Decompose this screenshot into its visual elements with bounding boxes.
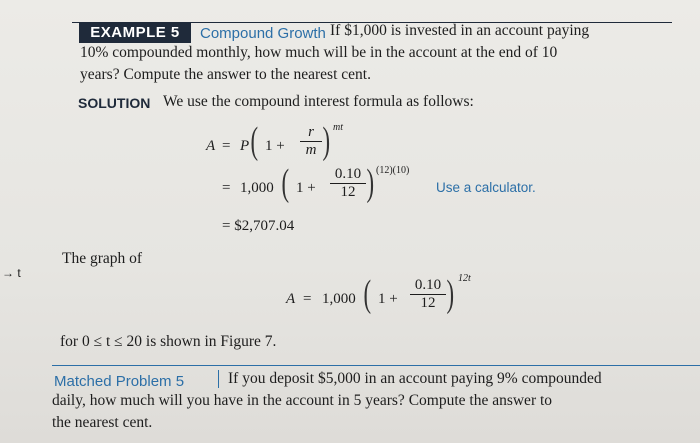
graph-principal: 1,000	[322, 291, 356, 307]
matched-line-2: daily, how much will you have in the account in 5 years? Compute the answer to	[52, 392, 553, 409]
example-line-2: 10% compounded monthly, how much will be in the account at the end of 10	[80, 44, 558, 61]
formula-result: = $2,707.04	[222, 218, 295, 234]
left-paren-2: (	[281, 162, 290, 204]
fraction-numerator-r: r	[300, 124, 322, 142]
example-line-3: years? Compute the answer to the nearest cent.	[80, 66, 371, 83]
matched-label-divider	[218, 370, 219, 388]
margin-arrow-mark: → t	[2, 266, 21, 280]
graph-intro: The graph of	[62, 250, 143, 267]
graph-fraction-denominator: 12	[420, 295, 436, 311]
example-line-1: If $1,000 is invested in an account paying	[330, 22, 590, 39]
formula-A: A	[206, 138, 216, 154]
exponent-product: (12)(10)	[376, 165, 410, 176]
graph-fraction-numerator: 0.10	[410, 277, 446, 295]
left-paren: (	[250, 120, 259, 162]
formula-one-plus: 1 +	[265, 138, 285, 154]
graph-one-plus: 1 +	[378, 291, 398, 307]
solution-text: We use the compound interest formula as follows:	[163, 93, 474, 110]
fraction-rate-over-periods	[330, 166, 366, 201]
example-title: Compound Growth	[200, 25, 326, 42]
calculator-note: Use a calculator.	[436, 180, 536, 195]
principal-value: 1,000	[240, 180, 274, 196]
example-badge: EXAMPLE 5	[79, 22, 191, 43]
graph-fraction	[410, 277, 446, 312]
formula-P: P	[240, 138, 250, 154]
graph-exponent: 12t	[458, 273, 471, 284]
graph-A: A	[286, 291, 296, 307]
graph-equals: =	[303, 291, 312, 307]
formula-equals: =	[222, 138, 231, 154]
right-paren-2: )	[366, 162, 375, 204]
one-plus-2: 1 +	[296, 180, 316, 196]
matched-line-1: If you deposit $5,000 in an account paying 9% compounded	[228, 370, 602, 387]
fraction-denominator-periods: 12	[340, 184, 356, 200]
solution-label: SOLUTION	[78, 95, 151, 111]
matched-problem-rule	[52, 365, 700, 366]
matched-problem-label: Matched Problem 5	[54, 373, 185, 390]
right-paren: )	[322, 120, 331, 162]
graph-right-paren: )	[446, 273, 455, 315]
matched-line-3: the nearest cent.	[52, 414, 153, 431]
exponent-mt: mt	[333, 122, 343, 133]
graph-domain-text: for 0 ≤ t ≤ 20 is shown in Figure 7.	[60, 333, 277, 350]
fraction-r-over-m	[300, 124, 322, 159]
fraction-numerator-rate: 0.10	[330, 166, 366, 184]
formula-equals-2: =	[222, 180, 231, 196]
graph-left-paren: (	[363, 273, 372, 315]
fraction-denominator-m: m	[305, 142, 317, 158]
